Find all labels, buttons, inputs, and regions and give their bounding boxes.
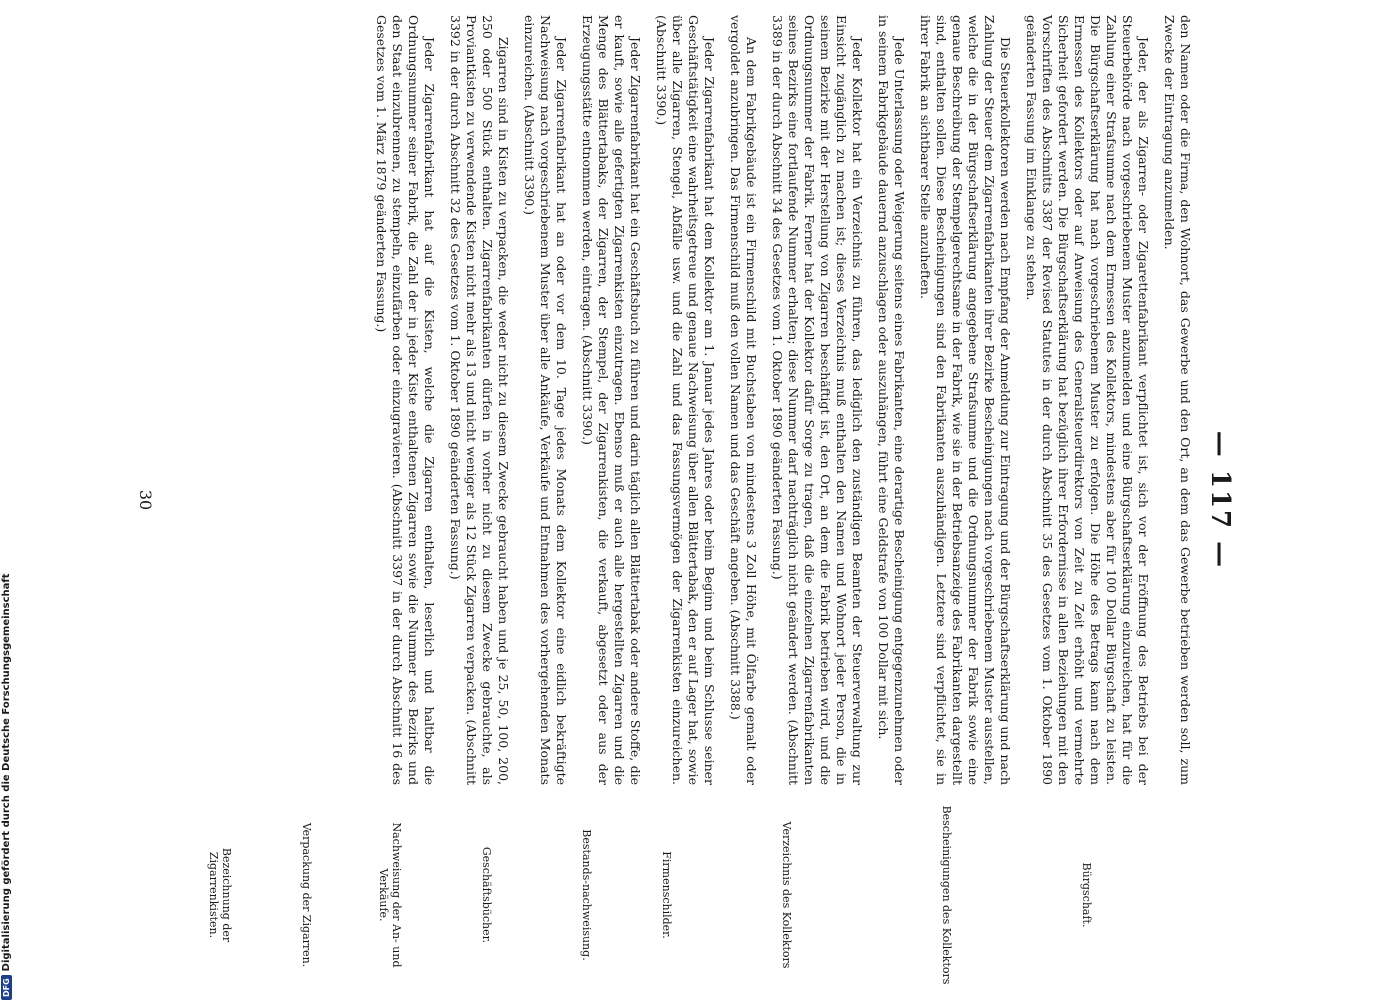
- paragraph: Jeder Zigarrenfabrikant hat an oder vor dem 10. Tage jedes Monats dem Kollektor eine eidlich bekräftigte Nachweisung nach vorgeschriebenem Muster über alle Ankäufe, Verkäufe und Entnahmen des vorhergehenden Monats einzureichen. (Abschnitt 3390.): [522, 15, 569, 785]
- margin-note: Nachweisung der An- und Verkäufe.: [377, 822, 403, 968]
- margin-notes: [193, 805, 1193, 985]
- paragraph: Jeder, der als Zigarren- oder Zigarettenfabrikant verpflichtet ist, sich vor der Eröffnung des Betriebs bei der Steuerbehörde nach vorgeschriebenem Muster anzumelden und eine Bürgschaftserklärung einzureichen, hat für die Zahlung einer Strafsumme nach dem Ermessen des Kollektors, mindestens aber für 100 Dollar Bürgschaft zu leisten. Die Bürgschaftserklärung hat nach vorgeschriebenem Muster zu erfolgen. Die Höhe des Betrags kann nach dem Ermessen des Kollektors oder auf Anweisung des Generalsteuerdirektors von Zeit zu Zeit erhöht und vermehrte Sicherheit gefordert werden. Die Bürgschaftserklärung hat bezüglich ihrer Erfordernisse in allen Beziehungen mit den Vorschriften des Abschnitts 3387 der Revised Statutes in der durch Abschnitt 35 des Gesetzes vom 1. Oktober 1890 geänderten Fassung im Einklange zu stehen.: [1024, 15, 1151, 785]
- margin-note: Bürgschaft.: [1080, 862, 1093, 928]
- credit-text: Digitalisierung gefördert durch die Deutsche Forschungsgemeinschaft: [1, 573, 12, 972]
- document-page: [0, 5, 1383, 995]
- margin-note: Bestands-nachweisung.: [580, 829, 593, 961]
- margin-note: Geschäftsbücher.: [480, 846, 493, 944]
- paragraph: Jeder Zigarrenfabrikant hat ein Geschäftsbuch zu führen und darin täglich allen Blättertabak oder andere Stoffe, die er kauft, sowie alle gefertigten Zigarrenkisten einzutragen. Ebenso muß er auch alle hergestellten Zigarren und die Menge des Blättertabaks, der Zigarren, der Stempel, der Zigarrenkisten, die verkauft, abgesetzt oder aus der Erzeugungsstätte entnommen werden, eintragen. (Abschnitt 3390.): [580, 15, 643, 785]
- margin-note: Verpackung der Zigarren.: [300, 822, 313, 968]
- paragraph: Jeder Zigarrenfabrikant hat dem Kollektor am 1. Januar jedes Jahres oder beim Beginn und beim Schlusse seiner Geschäftstätigkeit eine wahrheitsgetreue und genaue Nachweisung über allen Blättertabak, den er auf Lager hat, sowie über alle Zigarren, Stengel, Abfälle usw. und die Zahl und das Fassungsvermögen der Zigarrenkisten einzureichen. (Abschnitt 3390.): [654, 15, 717, 785]
- body-text: [363, 15, 1193, 785]
- paragraph: An dem Fabrikgebäude ist ein Firmenschild mit Buchstaben von mindestens 3 Zoll Höhe, mit Ölfarbe gemalt oder vergoldet anzubringen. Das Firmenschild muß den vollen Namen und das Geschäft angeben. (Abschnitt 3388.): [728, 15, 759, 785]
- margin-note: Bescheinigungen des Kollektors: [940, 805, 953, 985]
- margin-note: Bezeichnung der Zigarrenkisten.: [207, 847, 233, 943]
- paragraph: Zigarren sind in Kisten zu verpacken, die weder nicht zu diesem Zwecke gebraucht haben und je 25, 50, 100, 200, 250 oder 500 Stück enthalten. Zigarrenfabrikanten dürfen in vorher nicht zu diesem Zwecke gebrauchte, als Proviantkisten zu verwendende Kisten nicht mehr als 13 und nicht weniger als 12 Stück Zigarren verpacken. (Abschnitt 3392 in der durch Abschnitt 32 des Gesetzes vom 1. Oktober 1890 geänderten Fassung.): [448, 15, 511, 785]
- margin-note: Firmenschilder.: [660, 851, 673, 939]
- paragraph: Jeder Zigarrenfabrikant hat auf die Kisten, welche die Zigarren enthalten, leserlich und haltbar die Ordnungsnummer seiner Fabrik, die Zahl der in jeder Kiste enthaltenen Zigarren sowie die Nummer des Bezirks und den Staat einzubrennen, zu stempeln, einzufärben oder einzugravieren. (Abschnitt 3397 in der durch Abschnitt 16 des Gesetzes vom 1. März 1879 geänderten Fassung.): [374, 15, 437, 785]
- dfg-logo-icon: DFG: [1, 975, 12, 1000]
- paragraph: Jeder Kollektor hat ein Verzeichnis zu führen, das lediglich den zuständigen Beamten der Steuerverwaltung zur Einsicht zugänglich zu machen ist; dieses Verzeichnis muß enthalten den Namen und Wohnort jeder Person, die in seinem Bezirke mit der Herstellung von Zigarren beschäftigt ist, den Ort, an dem die Fabrik betrieben wird, und die Ordnungsnummer der Fabrik. Ferner hat der Kollektor dafür Sorge zu tragen, daß die einzelnen Zigarrenfabrikanten seines Bezirks eine fortlaufende Nummer erhalten; diese Nummer darf nachträglich nicht geändert werden. (Abschnitt 3389 in der durch Abschnitt 34 des Gesetzes vom 1. Oktober 1890 geänderten Fassung.): [770, 15, 865, 785]
- paragraph: den Namen oder die Firma, den Wohnort, das Gewerbe und den Ort, an dem das Gewerbe betrieben werden soll, zum Zwecke der Eintragung anzumelden.: [1162, 15, 1193, 785]
- page-header: — 117 —: [1205, 430, 1235, 570]
- digitization-credit: [0, 0, 14, 1000]
- margin-note: Verzeichnis des Kollektors: [780, 821, 793, 969]
- paragraph: Jede Unterlassung oder Weigerung seitens eines Fabrikanten, eine derartige Bescheinigung entgegenzunehmen oder in seinem Fabrikgebäude dauernd anzuschlagen oder auszuhängen, führt eine Geldstrafe von 100 Dollar mit sich.: [876, 15, 907, 785]
- page-number: 30: [136, 489, 155, 511]
- paragraph: Die Steuerkollektoren werden nach Empfang der Anmeldung zur Eintragung und der Bürgschaftserklärung und nach Zahlung der Steuer dem Zigarrenfabrikanten ihrer Bezirke Bescheinigungen nach vorgeschriebenem Muster ausstellen, welche die in der Bürgschaftserklärung angegebene Strafsumme und die Ordnungsnummer der Fabrik sowie eine genaue Beschreibung der Stempelgerechtsame in der Fabrik, wie sie in der Betriebsanzeige des Fabrikanten dargestellt sind, enthalten sollen. Diese Bescheinigungen sind den Fabrikanten auszuhändigen. Letztere sind verpflichtet, sie in ihrer Fabrik an sichtbarer Stelle anzuheften.: [918, 15, 1013, 785]
